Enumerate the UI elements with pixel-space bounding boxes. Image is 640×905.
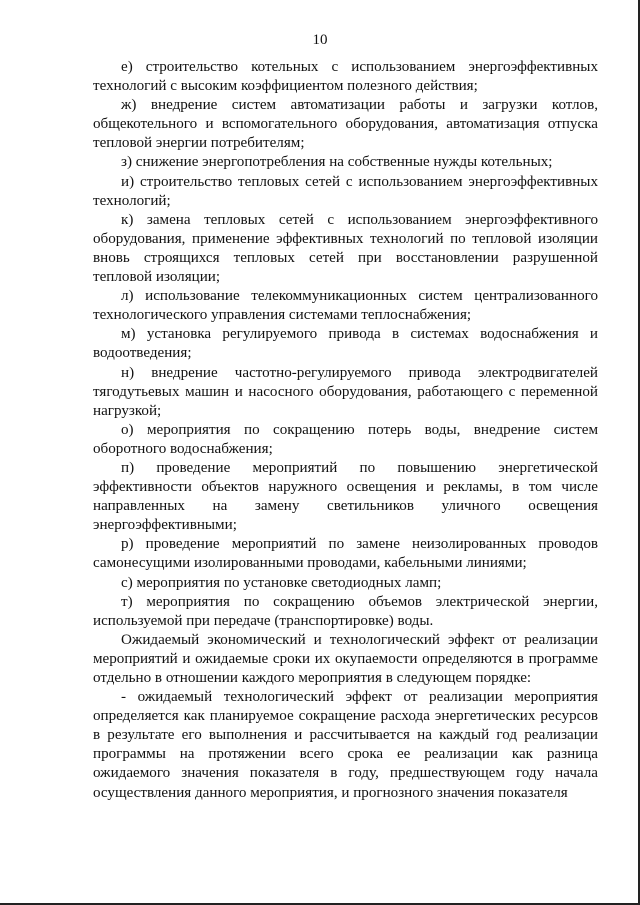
document-body <box>93 58 598 803</box>
list-item-z: з) снижение энергопотребления на собственные нужды котельных; <box>121 154 553 171</box>
list-item-i: и) строительство тепловых сетей с использованием энергоэффективных технологий; <box>93 173 598 209</box>
page-number: 10 <box>312 32 328 48</box>
list-item-s: с) мероприятия по установке светодиодных ламп; <box>121 574 442 591</box>
body-paragraph-expected-effect: Ожидаемый экономический и технологический эффект от реализации мероприятий и ожидаемые сроки их окупаемости определяются в программе отдельно в отношении каждого мероприятия в следующем порядке: <box>93 631 598 686</box>
list-item-l: л) использование телекоммуникационных систем централизованного технологического управления системами теплоснабжения; <box>93 288 598 324</box>
list-item-r: р) проведение мероприятий по замене неизолированных проводов самонесущими изолированными проводами, кабельными линиями; <box>93 536 598 572</box>
list-item-m: м) установка регулируемого привода в системах водоснабжения и водоотведения; <box>93 326 598 362</box>
list-item-p: п) проведение мероприятий по повышению энергетической эффективности объектов наружного освещения и рекламы, в том числе направленных на замену светильников уличного освещения энергоэффективными; <box>93 459 598 534</box>
list-item-n: н) внедрение частотно-регулируемого привода электродвигателей тягодутьевых машин и насосного оборудования, работающего с переменной нагрузкой; <box>93 364 598 419</box>
list-item-o: о) мероприятия по сокращению потерь воды, внедрение систем оборотного водоснабжения; <box>93 421 598 457</box>
list-item-e: е) строительство котельных с использованием энергоэффективных технологий с высоким коэффициентом полезного действия; <box>93 59 598 95</box>
list-item-k: к) замена тепловых сетей с использованием энергоэффективного оборудования, применение эффективных технологий по тепловой изоляции вновь строящихся тепловых сетей при восстановлении разрушенной тепловой изоляции; <box>93 211 598 286</box>
list-item-zh: ж) внедрение систем автоматизации работы и загрузки котлов, общекотельного и вспомогательного оборудования, автоматизация отпуска тепловой энергии потребителям; <box>93 97 598 152</box>
body-paragraph-technological-effect: - ожидаемый технологический эффект от реализации мероприятия определяется как планируемое сокращение расхода энергетических ресурсов в результате его выполнения и рассчитывается на каждый год реализации программы на протяжении всего срока ее реализации как разница ожидаемого значения показателя в году, предшествующем году начала осуществления данного мероприятия, и прогнозного значения показателя <box>93 689 598 801</box>
list-item-t: т) мероприятия по сокращению объемов электрической энергии, используемой при передаче (транспортировке) воды. <box>93 593 598 629</box>
